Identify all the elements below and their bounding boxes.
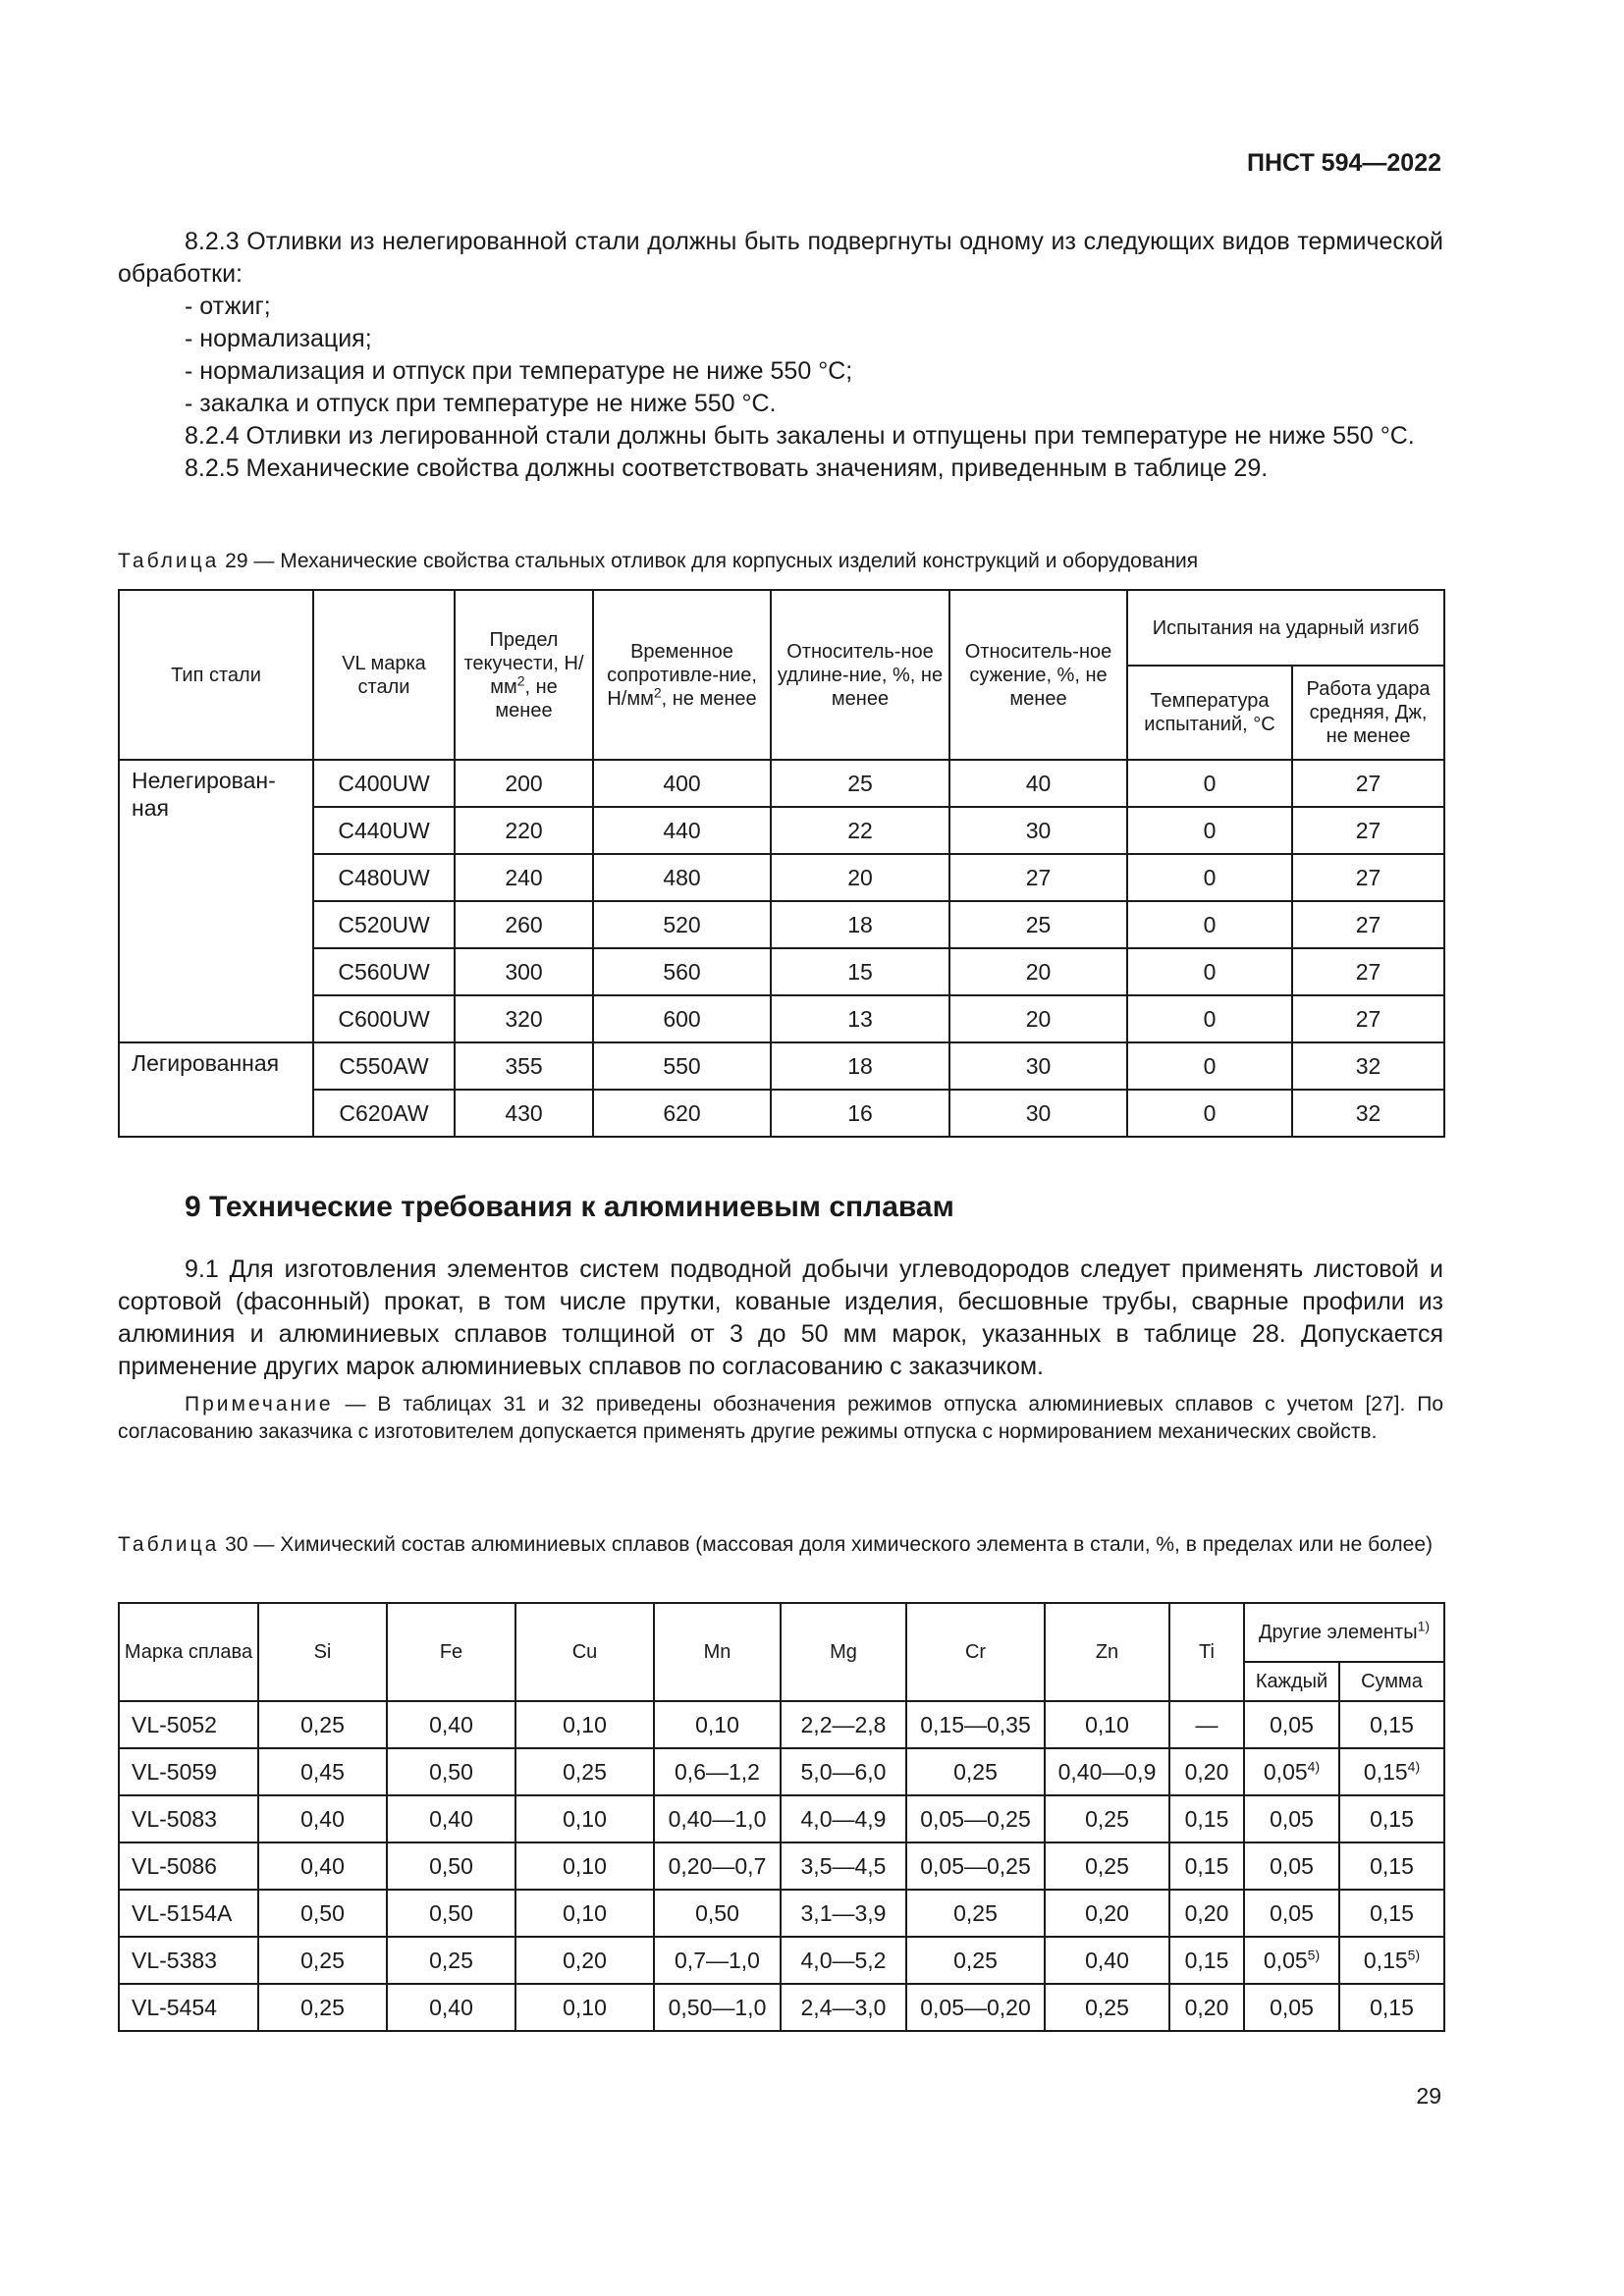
table-row	[119, 901, 1444, 948]
table-cell: 27	[1292, 948, 1444, 995]
table-cell: 2,2—2,8	[781, 1701, 906, 1748]
list-item: - закалка и отпуск при температуре не ниже 550 °С.	[185, 390, 777, 417]
table-cell: 0,40	[258, 1842, 387, 1890]
table-cell: C560UW	[313, 948, 455, 995]
table-cell: 0,20—0,7	[654, 1842, 781, 1890]
table-cell: 0,25	[1045, 1795, 1169, 1842]
table-cell: 0,10	[654, 1701, 781, 1748]
table-cell: 0,20	[1169, 1890, 1244, 1937]
table-29-caption	[118, 548, 1443, 575]
table-cell: 0,25	[906, 1937, 1045, 1984]
alloy-grade-cell: VL-5086	[119, 1842, 258, 1890]
table-cell: 18	[771, 901, 949, 948]
table-cell: 0,05—0,25	[906, 1842, 1045, 1890]
table-cell: 27	[1292, 760, 1444, 807]
table-cell: 25	[771, 760, 949, 807]
table-cell: 260	[455, 901, 593, 948]
caption-label: Таблица	[118, 550, 220, 572]
table-cell: 355	[455, 1042, 593, 1090]
table-cell: 0,50	[654, 1890, 781, 1937]
table-cell: 620	[593, 1090, 771, 1137]
table-cell: C600UW	[313, 995, 455, 1042]
table-cell: 0,10	[1045, 1701, 1169, 1748]
table-row	[119, 948, 1444, 995]
header-alloy-grade: Марка сплава	[119, 1603, 258, 1701]
table-cell: 0,10	[515, 1842, 654, 1890]
caption-text: 29 — Механические свойства стальных отливок для корпусных изделий конструкций и оборудования	[219, 550, 1199, 572]
table-cell: 400	[593, 760, 771, 807]
table-cell: 480	[593, 854, 771, 901]
table-29	[118, 589, 1445, 1138]
table-cell: 4,0—4,9	[781, 1795, 906, 1842]
list-item: - нормализация и отпуск при температуре не ниже 550 °С;	[185, 357, 853, 385]
note	[118, 1391, 1443, 1446]
table-cell: 0,40	[387, 1795, 515, 1842]
document-code: ПНСТ 594—2022	[1247, 149, 1441, 177]
sum-cell: 0,15$^{4)}$	[1339, 1748, 1444, 1795]
table-row	[119, 995, 1444, 1042]
table-cell: 600	[593, 995, 771, 1042]
each-cell: 0,05$^{4)}$	[1244, 1748, 1339, 1795]
table-cell: 5,0—6,0	[781, 1748, 906, 1795]
table-cell: 0,15	[1169, 1937, 1244, 1984]
table-cell: 0,25	[1045, 1842, 1169, 1890]
table-cell: 0,45	[258, 1748, 387, 1795]
table-cell: 0,25	[387, 1937, 515, 1984]
header-sum: Сумма	[1339, 1662, 1444, 1701]
table-cell: —	[1169, 1701, 1244, 1748]
table-cell: 0,10	[515, 1701, 654, 1748]
note-label: Примечание	[185, 1393, 334, 1415]
table-cell: 0,40	[258, 1795, 387, 1842]
table-cell: C550AW	[313, 1042, 455, 1090]
table-cell: 320	[455, 995, 593, 1042]
caption-label: Таблица	[118, 1533, 220, 1556]
table-cell: 0	[1127, 1090, 1292, 1137]
table-cell: 560	[593, 948, 771, 995]
table-row	[119, 1748, 1444, 1795]
table-cell: 0,05—0,20	[906, 1984, 1045, 2031]
table-row	[119, 1090, 1444, 1137]
table-cell: C520UW	[313, 901, 455, 948]
sum-cell: 0,15	[1339, 1984, 1444, 2031]
header-si: Si	[258, 1603, 387, 1701]
table-30	[118, 1602, 1445, 2032]
list-item: - нормализация;	[185, 325, 372, 352]
each-cell: 0,05	[1244, 1795, 1339, 1842]
table-cell: 27	[949, 854, 1127, 901]
table-cell: 300	[455, 948, 593, 995]
sum-cell: 0,15	[1339, 1795, 1444, 1842]
alloy-grade-cell: VL-5154A	[119, 1890, 258, 1937]
table-cell: 0,25	[906, 1748, 1045, 1795]
alloy-grade-cell: VL-5052	[119, 1701, 258, 1748]
header-each: Каждый	[1244, 1662, 1339, 1701]
paragraph-8-2-3: 8.2.3 Отливки из нелегированной стали должны быть подвергнуты одному из следующих видов термической обработки:	[118, 228, 1443, 288]
each-cell: 0,05	[1244, 1890, 1339, 1937]
table-cell: 32	[1292, 1090, 1444, 1137]
table-cell: 27	[1292, 807, 1444, 854]
table-row	[119, 1701, 1444, 1748]
table-cell: 2,4—3,0	[781, 1984, 906, 2031]
table-cell: 0,6—1,2	[654, 1748, 781, 1795]
table-cell: 3,1—3,9	[781, 1890, 906, 1937]
table-cell: 0,05—0,25	[906, 1795, 1045, 1842]
header-impact-energy: Работа удара средняя, Дж, не менее	[1292, 666, 1444, 760]
table-cell: 0,25	[258, 1937, 387, 1984]
table-cell: 0,15	[1169, 1795, 1244, 1842]
alloy-grade-cell: VL-5454	[119, 1984, 258, 2031]
header-yield-strength: Предел текучести, $Н/мм^2$, не менее	[455, 590, 593, 760]
table-cell: 440	[593, 807, 771, 854]
table-cell: 20	[949, 995, 1127, 1042]
header-mn: Mn	[654, 1603, 781, 1701]
table-cell: 15	[771, 948, 949, 995]
table-cell: 22	[771, 807, 949, 854]
table-cell: 550	[593, 1042, 771, 1090]
table-row	[119, 760, 1444, 807]
table-cell: C620AW	[313, 1090, 455, 1137]
table-cell: 0,20	[515, 1937, 654, 1984]
table-cell: 520	[593, 901, 771, 948]
header-cu: Cu	[515, 1603, 654, 1701]
header-impact-test: Испытания на ударный изгиб	[1127, 590, 1444, 666]
section-9	[118, 1191, 1443, 1224]
header-tensile-strength: Временное сопротивле-ние, $Н/мм^2$, не менее	[593, 590, 771, 760]
header-steel-grade: VL марка стали	[313, 590, 455, 760]
list-item: - отжиг;	[185, 293, 271, 320]
table-30-caption	[118, 1531, 1443, 1559]
note-text: — В таблицах 31 и 32 приведены обозначения режимов отпуска алюминиевых сплавов с учетом [27]. По согласованию заказчика с изготовителем допускается применять другие режимы отпуска с нормированием механических свойств.	[118, 1393, 1443, 1443]
table-cell: 0,20	[1169, 1748, 1244, 1795]
table-cell: 0,15	[1169, 1842, 1244, 1890]
table-cell: 0,20	[1169, 1984, 1244, 2031]
table-cell: 0	[1127, 995, 1292, 1042]
header-other-elements: Другие элементы$^{1)}$	[1244, 1603, 1444, 1662]
table-row	[119, 1042, 1444, 1090]
section-8-text	[118, 226, 1443, 485]
table-cell: 0,10	[515, 1890, 654, 1937]
each-cell: 0,05	[1244, 1842, 1339, 1890]
table-cell: 30	[949, 1090, 1127, 1137]
table-cell: 0	[1127, 760, 1292, 807]
table-cell: 0,25	[258, 1701, 387, 1748]
table-cell: 0	[1127, 1042, 1292, 1090]
table-row	[119, 1842, 1444, 1890]
alloy-grade-cell: VL-5059	[119, 1748, 258, 1795]
header-zn: Zn	[1045, 1603, 1169, 1701]
paragraph-8-2-5: 8.2.5 Механические свойства должны соответствовать значениям, приведенным в таблице 29.	[185, 454, 1269, 482]
header-test-temperature: Температура испытаний, °С	[1127, 666, 1292, 760]
paragraph-9-1: 9.1 Для изготовления элементов систем подводной добычи углеводородов следует применять листовой и сортовой (фасонный) прокат, в том числе прутки, кованые изделия, бесшовные трубы, сварные профили из алюминия и алюминиевых сплавов толщиной от 3 до 50 мм марок, указанных в таблице 28. Допускается применение других марок алюминиевых сплавов по согласованию с заказчиком.	[118, 1255, 1443, 1380]
section-heading: 9 Технические требования к алюминиевым сплавам	[185, 1191, 954, 1223]
alloy-grade-cell: VL-5383	[119, 1937, 258, 1984]
table-cell: 30	[949, 807, 1127, 854]
header-fe: Fe	[387, 1603, 515, 1701]
table-cell: 32	[1292, 1042, 1444, 1090]
table-cell: 0	[1127, 948, 1292, 995]
header-ti: Ti	[1169, 1603, 1244, 1701]
table-cell: C400UW	[313, 760, 455, 807]
table-cell: 0	[1127, 854, 1292, 901]
table-cell: 0,40	[1045, 1937, 1169, 1984]
table-cell: 0,40—0,9	[1045, 1748, 1169, 1795]
table-cell: 27	[1292, 995, 1444, 1042]
table-cell: 0,25	[515, 1748, 654, 1795]
table-cell: 13	[771, 995, 949, 1042]
table-cell: 40	[949, 760, 1127, 807]
table-cell: 0,10	[515, 1795, 654, 1842]
header-cr: Cr	[906, 1603, 1045, 1701]
table-cell: 240	[455, 854, 593, 901]
table-row	[119, 1890, 1444, 1937]
table-cell: 0,25	[1045, 1984, 1169, 2031]
sum-cell: 0,15$^{5)}$	[1339, 1937, 1444, 1984]
table-cell: 0,25	[258, 1984, 387, 2031]
sum-cell: 0,15	[1339, 1701, 1444, 1748]
page-number: 29	[1416, 2083, 1441, 2109]
table-cell: 0,40	[387, 1701, 515, 1748]
table-cell: 0,20	[1045, 1890, 1169, 1937]
header-elongation: Относитель-ное удлине-ние, %, не менее	[771, 590, 949, 760]
sum-cell: 0,15	[1339, 1842, 1444, 1890]
table-row	[119, 1937, 1444, 1984]
table-row	[119, 854, 1444, 901]
table-cell: 30	[949, 1042, 1127, 1090]
steel-type-cell: Нелегирован-ная	[119, 760, 313, 1042]
caption-text: 30 — Химический состав алюминиевых сплавов (массовая доля химического элемента в стали, %, в пределах или не более)	[219, 1533, 1433, 1556]
sum-cell: 0,15	[1339, 1890, 1444, 1937]
header-steel-type: Тип стали	[119, 590, 313, 760]
table-cell: 0,7—1,0	[654, 1937, 781, 1984]
steel-type-cell: Легированная	[119, 1042, 313, 1137]
header-reduction: Относитель-ное сужение, %, не менее	[949, 590, 1127, 760]
table-cell: 27	[1292, 901, 1444, 948]
table-cell: 18	[771, 1042, 949, 1090]
table-cell: 0,10	[515, 1984, 654, 2031]
table-cell: 200	[455, 760, 593, 807]
table-row	[119, 1795, 1444, 1842]
table-cell: 16	[771, 1090, 949, 1137]
table-cell: 0,25	[906, 1890, 1045, 1937]
table-cell: 0,40—1,0	[654, 1795, 781, 1842]
section-9-text	[118, 1254, 1443, 1446]
table-cell: 25	[949, 901, 1127, 948]
each-cell: 0,05	[1244, 1984, 1339, 2031]
table-cell: 0	[1127, 807, 1292, 854]
table-cell: C440UW	[313, 807, 455, 854]
table-cell: 0,50—1,0	[654, 1984, 781, 2031]
table-cell: 0,50	[387, 1748, 515, 1795]
table-cell: 0,40	[387, 1984, 515, 2031]
table-cell: 0,50	[387, 1890, 515, 1937]
table-cell: 27	[1292, 854, 1444, 901]
table-cell: C480UW	[313, 854, 455, 901]
each-cell: 0,05$^{5)}$	[1244, 1937, 1339, 1984]
table-cell: 220	[455, 807, 593, 854]
table-cell: 0	[1127, 901, 1292, 948]
table-cell: 3,5—4,5	[781, 1842, 906, 1890]
table-cell: 4,0—5,2	[781, 1937, 906, 1984]
table-row	[119, 1984, 1444, 2031]
table-cell: 20	[771, 854, 949, 901]
header-mg: Mg	[781, 1603, 906, 1701]
paragraph-8-2-4: 8.2.4 Отливки из легированной стали должны быть закалены и отпущены при температуре не ниже 550 °С.	[185, 422, 1415, 450]
table-cell: 0,50	[387, 1842, 515, 1890]
table-cell: 20	[949, 948, 1127, 995]
table-cell: 0,50	[258, 1890, 387, 1937]
each-cell: 0,05	[1244, 1701, 1339, 1748]
table-cell: 430	[455, 1090, 593, 1137]
table-cell: 0,15—0,35	[906, 1701, 1045, 1748]
alloy-grade-cell: VL-5083	[119, 1795, 258, 1842]
table-row	[119, 807, 1444, 854]
